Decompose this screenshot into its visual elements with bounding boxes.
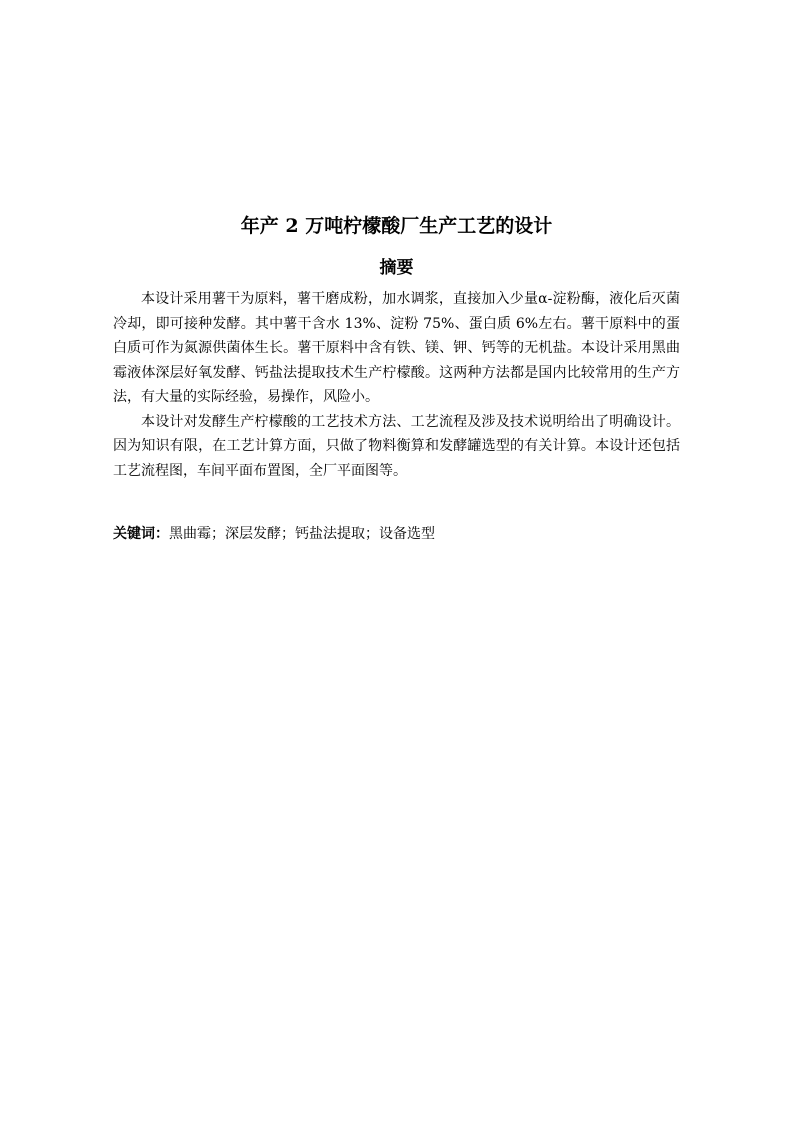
abstract-heading: 摘要 xyxy=(379,258,414,278)
abstract-paragraph: 本设计对发酵生产柠檬酸的工艺技术方法、工艺流程及涉及技术说明给出了明确设计。因为知识有限，在工艺计算方面，只做了物料衡算和发酵罐选型的有关计算。本设计还包括工艺流程图，车间平面布置图，全厂平面图等。 xyxy=(113,413,680,479)
keywords-label: 关键词： xyxy=(113,526,169,542)
keywords-line xyxy=(113,522,680,546)
keywords-text: 黑曲霉；深层发酵；钙盐法提取；设备选型 xyxy=(169,526,435,542)
abstract-body xyxy=(113,287,680,483)
document-title: 年产 2 万吨柠檬酸厂生产工艺的设计 xyxy=(240,215,553,237)
abstract-paragraph: 本设计采用薯干为原料，薯干磨成粉，加水调浆，直接加入少量α-淀粉酶，液化后灭菌冷却，即可接种发酵。其中薯干含水 13%、淀粉 75%、蛋白质 6%左右。薯干原料中的蛋白质可作为氮源供菌体生长。薯干原料中含有铁、镁、钾、钙等的无机盐。本设计采用黑曲霉液体深层好氧发酵、钙盐法提取技术生产柠檬酸。这两种方法都是国内比较常用的生产方法，有大量的实际经验，易操作，风险小。 xyxy=(113,291,680,405)
